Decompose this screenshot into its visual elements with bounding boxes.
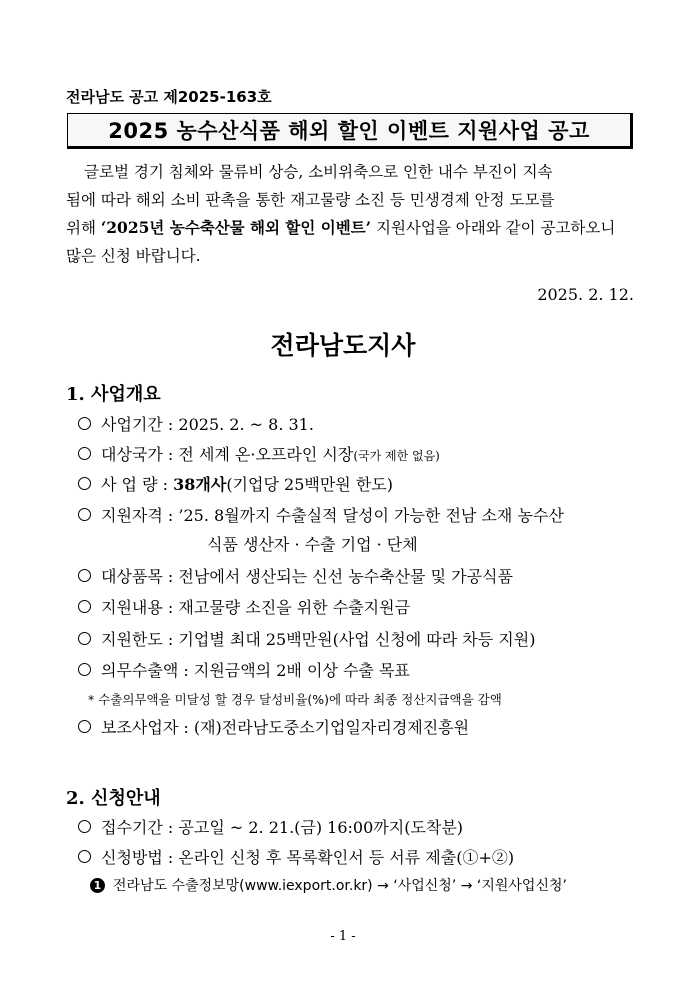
event-name: ‘2025년 농수축산물 해외 할인 이벤트’ <box>100 218 372 237</box>
item-support-limit <box>78 627 535 650</box>
section-1-title: 1. 사업개요 <box>66 384 161 405</box>
support-content-label: 지원내용 : <box>101 598 174 617</box>
duty-export-note: * 수출의무액을 미달성 할 경우 달성비율(%)에 따라 최종 정산지급액을 감액 <box>88 692 502 707</box>
products-value: 전남에서 생산되는 신선 농수축산물 및 가공식품 <box>178 567 513 586</box>
intro-line-2: 됨에 따라 해외 소비 판촉을 통한 재고물량 소진 등 민생경제 안정 도모를 <box>66 191 555 209</box>
application-step-1 <box>90 875 567 895</box>
item-period <box>78 412 314 435</box>
circle-bullet-icon <box>78 632 91 645</box>
step-1-text: 전라남도 수출정보망(www.iexport.or.kr) → ‘사업신청’ → ‘지원사업신청’ <box>113 878 567 894</box>
products-label: 대상품목 : <box>101 567 174 586</box>
intro-line-3 <box>66 214 634 242</box>
item-application-method <box>78 845 514 868</box>
item-application-period <box>78 815 463 838</box>
item-qualification <box>78 503 564 526</box>
circle-bullet-icon <box>78 663 91 676</box>
circle-bullet-icon <box>78 508 91 521</box>
notice-number: 전라남도 공고 제2025-163호 <box>66 88 272 106</box>
duty-export-value: 지원금액의 2배 이상 수출 목표 <box>193 661 410 680</box>
item-assistant <box>78 715 469 738</box>
country-label: 대상국가 : <box>101 445 174 464</box>
country-note: (국가 제한 없음) <box>353 449 440 463</box>
period-value: 2025. 2. ~ 8. 31. <box>178 415 314 434</box>
application-period-label: 접수기간 : <box>101 818 174 837</box>
item-duty-export <box>78 658 410 681</box>
assistant-value: (재)전라남도중소기업일자리경제진흥원 <box>193 718 470 737</box>
support-limit-value: 기업별 최대 25백만원(사업 신청에 따라 차등 지원) <box>178 630 536 649</box>
issuer: 전라남도지사 <box>270 331 416 360</box>
step-number-icon: 1 <box>90 878 105 893</box>
item-volume <box>78 472 393 495</box>
qualification-line-1: ’25. 8월까지 수출실적 달성이 가능한 전남 소재 농수산 <box>178 506 564 525</box>
circle-bullet-icon <box>78 850 91 863</box>
intro-line-3-post: 지원사업을 아래와 같이 공고하오니 <box>371 219 616 237</box>
intro-line-3-pre: 위해 <box>66 219 101 237</box>
qualification-line-2: 식품 생산자 · 수출 기업 · 단체 <box>207 535 418 554</box>
duty-export-label: 의무수출액 : <box>101 661 189 680</box>
circle-bullet-icon <box>78 720 91 733</box>
assistant-label: 보조사업자 : <box>101 718 189 737</box>
intro-line-1: 글로벌 경기 침체와 물류비 상승, 소비위축으로 인한 내수 부진이 지속 <box>84 163 553 181</box>
item-support-content <box>78 595 410 618</box>
notice-date: 2025. 2. 12. <box>537 285 634 304</box>
period-label: 사업기간 : <box>101 415 174 434</box>
intro-paragraph <box>66 158 634 270</box>
circle-bullet-icon <box>78 569 91 582</box>
item-country <box>78 442 440 465</box>
application-method-label: 신청방법 : <box>101 848 174 867</box>
qualification-label: 지원자격 : <box>101 506 174 525</box>
circle-bullet-icon <box>78 447 91 460</box>
application-period-value: 공고일 ~ 2. 21.(금) 16:00까지(도착분) <box>178 818 464 837</box>
item-products <box>78 564 513 587</box>
document-title: 2025 농수산식품 해외 할인 이벤트 지원사업 공고 <box>108 119 590 143</box>
volume-label: 사 업 량 : <box>101 475 169 494</box>
section-2-title: 2. 신청안내 <box>66 788 161 809</box>
circle-bullet-icon <box>78 417 91 430</box>
volume-limit: (기업당 25백만원 한도) <box>226 475 393 494</box>
intro-line-4: 많은 신청 바랍니다. <box>66 247 201 265</box>
page-number: - 1 - <box>330 929 356 944</box>
title-box <box>67 113 633 149</box>
country-value: 전 세계 온·오프라인 시장 <box>178 445 354 464</box>
application-method-value: 온라인 신청 후 목록확인서 등 서류 제출(①+②) <box>178 848 515 867</box>
circle-bullet-icon <box>78 600 91 613</box>
circle-bullet-icon <box>78 820 91 833</box>
volume-count: 38개사 <box>173 475 227 494</box>
support-limit-label: 지원한도 : <box>101 630 174 649</box>
circle-bullet-icon <box>78 477 91 490</box>
support-content-value: 재고물량 소진을 위한 수출지원금 <box>178 598 411 617</box>
